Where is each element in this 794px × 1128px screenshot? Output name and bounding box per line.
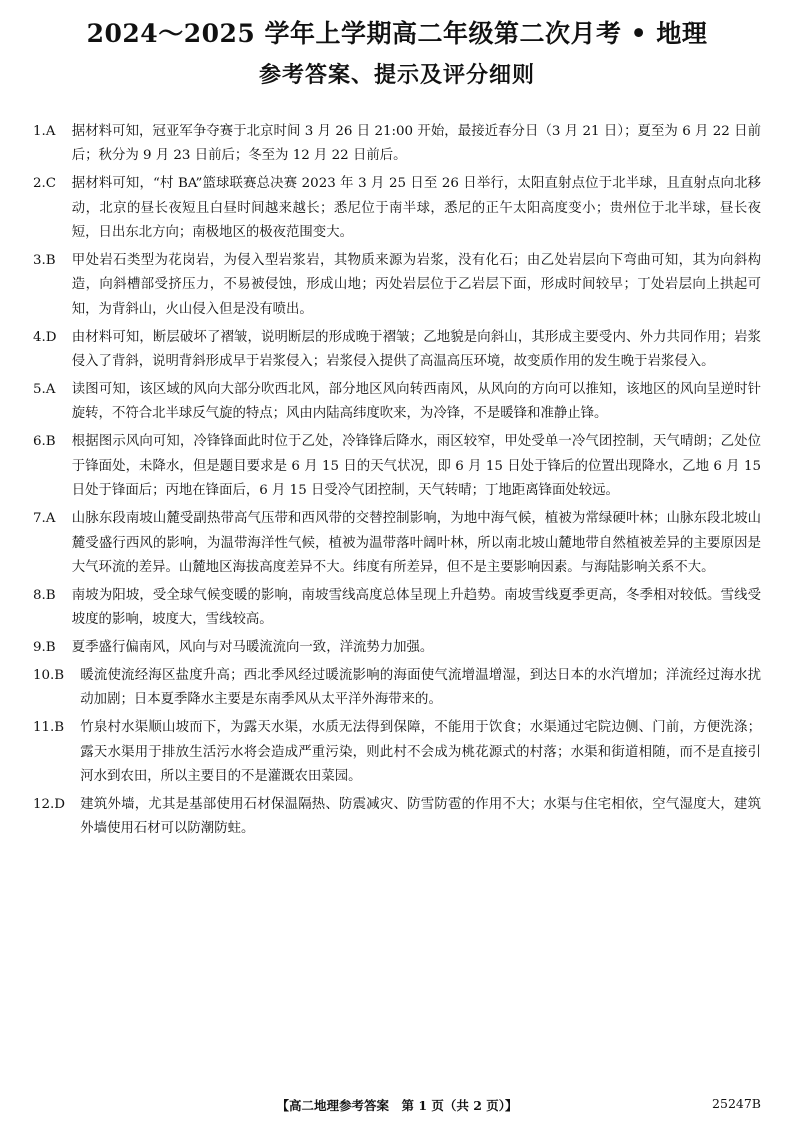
answer-choice: A <box>45 511 56 527</box>
answer-explanation: 暖流使流经海区盐度升高；西北季风经过暖流影响的海面使气流增温增湿，到达日本的水汽增加；洋流经过海水扰动加剧；日本夏季降水主要是东南季风从太平洋外海带来的。 <box>80 668 761 708</box>
answer-item-12 <box>33 793 761 842</box>
question-number: 7. <box>33 511 46 527</box>
answer-item-7 <box>33 507 761 580</box>
answer-explanation: 夏季盛行偏南风，风向与对马暖流流向一致，洋流势力加强。 <box>71 640 434 656</box>
question-number: 11. <box>33 720 55 736</box>
answer-choice: D <box>45 329 57 345</box>
answer-list <box>33 120 761 845</box>
answer-explanation: 南坡为阳坡，受全球气候变暖的影响，南坡雪线高度总体呈现上升趋势。南坡雪线夏季更高，冬季相对较低。雪线受坡度的影响，坡度大，雪线较高。 <box>71 587 761 628</box>
question-number: 8. <box>33 587 46 603</box>
answer-explanation: 建筑外墙，尤其是基部使用石材保温隔热、防震减灾、防雪防雹的作用不大；水渠与住宅相依，空气湿度大，建筑外墙使用石材可以防潮防蛀。 <box>80 797 761 837</box>
question-number: 12. <box>33 797 55 813</box>
answer-item-11 <box>33 716 761 789</box>
answer-item-6 <box>33 430 761 503</box>
answer-explanation: 据材料可知，“村 BA”篮球联赛总决赛 2023 年 3 月 25 日至 26 日举行，太阳直射点位于北半球，且直射点向北移动，北京的昼长夜短且白昼时间越来越长；悉尼位于南半球，悉尼的正午太阳高度变小；贵州位于北半球，昼长夜短，日出东北方向；南极地区的极夜范围变大。 <box>71 176 761 241</box>
answer-explanation: 读图可知，该区域的风向大部分吹西北风，部分地区风向转西南风，从风向的方向可以推知，该地区的风向呈逆时针旋转，不符合北半球反气旋的特点；风由内陆高纬度吹来，为冷锋，不是暖锋和准静止锋。 <box>71 382 761 422</box>
answer-item-4 <box>33 326 761 375</box>
answer-choice: B <box>45 253 56 269</box>
question-number: 10. <box>33 668 55 684</box>
answer-choice: B <box>45 640 56 656</box>
page-subtitle: 参考答案、提示及评分细则 <box>258 62 535 88</box>
answer-item-8 <box>33 584 761 633</box>
answer-item-5 <box>33 378 761 427</box>
question-number: 3. <box>33 253 46 269</box>
answer-choice: A <box>45 382 56 398</box>
answer-item-1 <box>33 120 761 169</box>
answer-item-3 <box>33 249 761 322</box>
question-number: 5. <box>33 382 46 398</box>
answer-item-9 <box>33 636 761 660</box>
answer-choice: A <box>45 124 56 139</box>
question-number: 9. <box>33 640 46 656</box>
answer-explanation: 甲处岩石类型为花岗岩，为侵入型岩浆岩，其物质来源为岩浆，没有化石；由乙处岩层向下弯曲可知，其为向斜构造，向斜槽部受挤压力，不易被侵蚀，形成山地；丙处岩层位于乙岩层下面，形成时间较早；丁处岩层向上拱起可知，为背斜山，火山侵入但是没有喷出。 <box>71 253 761 317</box>
answer-explanation: 由材料可知，断层破坏了褶皱，说明断层的形成晚于褶皱；乙地貌是向斜山，其形成主要受内、外力共同作用；岩浆侵入了背斜，说明背斜形成早于岩浆侵入；岩浆侵入提供了高温高压环境，故变质作用的发生晚于岩浆侵入。 <box>71 329 761 370</box>
answer-choice: B <box>45 434 56 450</box>
answer-choice: B <box>54 720 65 736</box>
answer-explanation: 山脉东段南坡山麓受副热带高气压带和西风带的交替控制影响，为地中海气候，植被为常绿硬叶林；山脉东段北坡山麓受盛行西风的影响，为温带海洋性气候，植被为温带落叶阔叶林，所以南北坡山麓地带自然植被差异的主要原因是大气环流的差异。山麓地区海拔高度差异不大。纬度有所差异，但不是主要影响因素。与海陆影响关系不大。 <box>71 511 761 575</box>
page-title: 2024～2025 学年上学期高二年级第二次月考 • 地理 <box>86 19 708 48</box>
answer-item-2 <box>33 172 761 245</box>
footer-page-info: 【高二地理参考答案 第 1 页（共 2 页）】 <box>276 1098 518 1113</box>
answer-choice: B <box>54 668 65 684</box>
answer-choice: C <box>45 176 57 192</box>
question-number: 1. <box>33 124 46 139</box>
answer-explanation: 根据图示风向可知，冷锋锋面此时位于乙处，冷锋锋后降水，雨区较窄，甲处受单一冷气团控制，天气晴朗；乙处位于锋面处，未降水，但是题目要求是 6 月 15 日的天气状况，即 6 月 15 日处于锋后的位置出现降水，乙地 6 月 15 日处于锋面后；丙地在锋面后，6 月 15 日受冷气团控制，天气转晴；丁地距离锋面处较远。 <box>71 434 761 499</box>
footer-code: 25247B <box>712 1096 761 1111</box>
answer-item-10 <box>33 664 761 713</box>
question-number: 2. <box>33 176 46 192</box>
question-number: 6. <box>33 434 46 450</box>
answer-explanation: 据材料可知，冠亚军争夺赛于北京时间 3 月 26 日 21:00 开始，最接近春分日（3 月 21 日）；夏至为 6 月 22 日前后；秋分为 9 月 23 日前后；冬至为 12 月 22 日前后。 <box>71 124 761 164</box>
answer-choice: B <box>45 587 56 603</box>
question-number: 4. <box>33 329 46 345</box>
answer-explanation: 竹泉村水渠顺山坡而下，为露天水渠，水质无法得到保障，不能用于饮食；水渠通过宅院边侧、门前，方便洗涤；露天水渠用于排放生活污水将会造成严重污染，则此村不会成为桃花源式的村落；水渠和街道相随，而不是直接引河水到农田，所以主要目的不是灌溉农田菜园。 <box>80 720 761 785</box>
answer-choice: D <box>54 797 66 813</box>
